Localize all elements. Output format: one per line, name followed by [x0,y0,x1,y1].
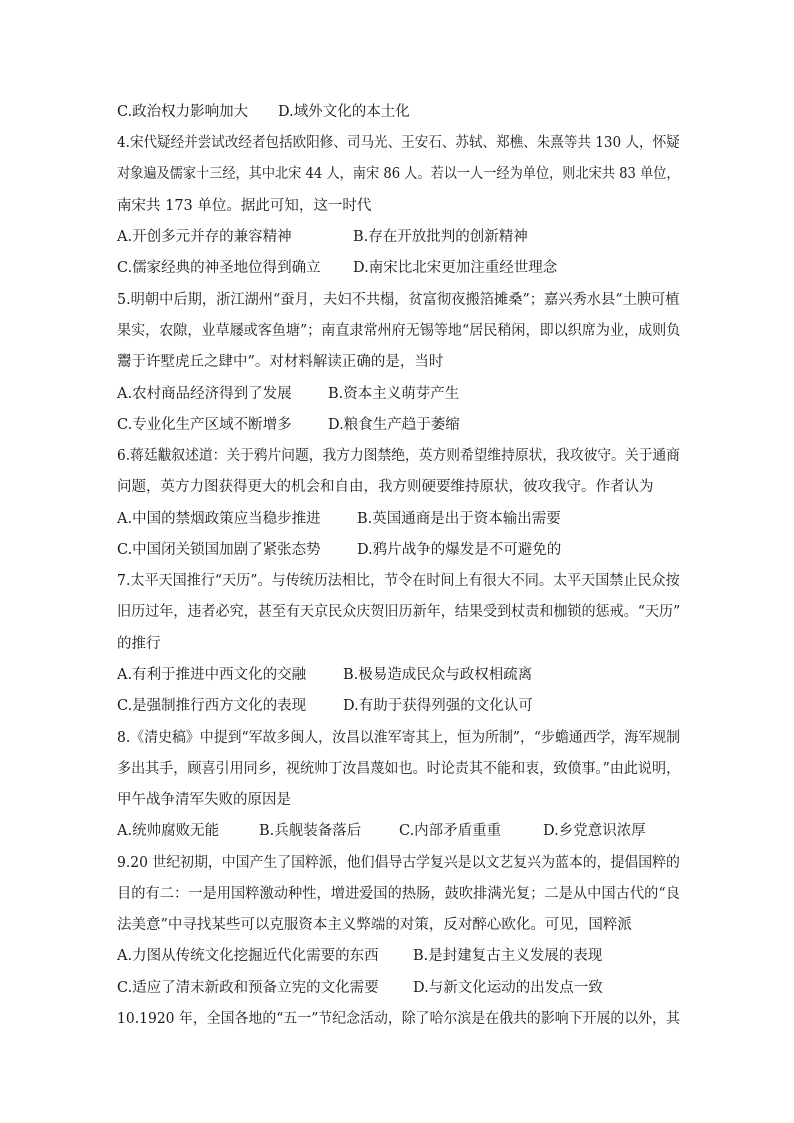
q3-option-d: D.域外文化的本土化 [278,104,410,120]
q6-option-b: B.英国通商是出于资本输出需要 [357,511,561,527]
q8-stem-line-2: 多出其手，顾喜引用同乡，视统帅丁汝昌蔑如也。时论责其不能和衷，致偾事。”由此说明， [117,761,681,777]
q6-option-c: C.中国闭关锁国加剧了紧张态势 [117,542,321,558]
q7-stem-line-1: 7.太平天国推行“天历”。与传统历法相比，节令在时间上有很大不同。太平天国禁止民众按 [117,573,680,589]
q7-stem-line-3: 的推行 [117,636,161,652]
q7-option-a: A.有利于推进中西文化的交融 [117,667,307,683]
q6-stem-line-2: 问题，英方力图获得更大的机会和自由，我方则硬要维持原状，彼攻我守。作者认为 [117,479,654,495]
q9-option-c: C.适应了清末新政和预备立宪的文化需要 [117,980,379,996]
q6-option-d: D.鸦片战争的爆发是不可避免的 [357,542,562,558]
q5-stem-line-2: 果实，农隙，业草屦或客鱼塘”；南直隶常州府无锡等地“居民稍闲，即以织席为业，成则负 [117,323,681,339]
q9-option-d: D.与新文化运动的出发点一致 [413,980,603,996]
q9-stem-line-2: 目的有二：一是用国粹激动种性，增进爱国的热肠，鼓吹排满光复；二是从中国古代的“良 [117,886,680,902]
q5-option-b: B.资本主义萌芽产生 [328,386,460,402]
q3-option-c: C.政治权力影响加大 [117,104,249,120]
q8-stem-line-1: 8.《清史稿》中提到“军故多闽人，汝昌以淮军寄其上，恒为所制”，“步蟾通西学，海军规制 [117,730,681,746]
q4-option-a: A.开创多元并存的兼容精神 [117,229,292,245]
q5-option-d: D.粮食生产趋于萎缩 [328,417,460,433]
q7-option-d: D.有助于获得列强的文化认可 [343,698,533,714]
q9-option-b: B.是封建复古主义发展的表现 [413,948,603,964]
q7-option-c: C.是强制推行西方文化的表现 [117,698,307,714]
q4-option-c: C.儒家经典的神圣地位得到确立 [117,260,321,276]
q4-stem-line-1: 4.宋代疑经并尝试改经者包括欧阳修、司马光、王安石、苏轼、郑樵、朱熹等共 130 人，怀疑 [117,135,680,151]
q5-stem-line-1: 5.明朝中后期，浙江湖州“蚕月，夫妇不共榻，贫富彻夜搬箔摊桑”；嘉兴秀水县“土腴可植 [117,292,680,308]
q4-stem-line-2: 对象遍及儒家十三经，其中北宋 44 人，南宋 86 人。若以一人一经为单位，则北宋共 83 单位， [117,166,680,182]
q8-stem-line-3: 甲午战争清军失败的原因是 [117,792,291,808]
q8-option-d: D.乡党意识浓厚 [543,823,646,839]
q8-option-c: C.内部矛盾重重 [399,823,502,839]
q9-stem-line-3: 法美意”中寻找某些可以克服资本主义弊端的对策，反对醉心欧化。可见，国粹派 [117,917,632,933]
q7-option-b: B.极易造成民众与政权相疏离 [343,667,533,683]
q5-stem-line-3: 鬻于许墅虎丘之肆中”。对材料解读正确的是，当时 [117,354,444,370]
q9-stem-line-1: 9.20 世纪初期，中国产生了国粹派，他们倡导古学复兴是以文艺复兴为蓝本的，提倡国粹的 [117,855,680,871]
q5-option-a: A.农村商品经济得到了发展 [117,386,292,402]
q4-option-d: D.南宋比北宋更加注重经世理念 [353,260,558,276]
q6-option-a: A.中国的禁烟政策应当稳步推进 [117,511,321,527]
q8-option-b: B.兵舰装备落后 [259,823,362,839]
q4-stem-line-3: 南宋共 173 单位。据此可知，这一时代 [117,198,372,214]
q5-option-c: C.专业化生产区域不断增多 [117,417,292,433]
q8-option-a: A.统帅腐败无能 [117,823,220,839]
q9-option-a: A.力图从传统文化挖掘近代化需要的东西 [117,948,379,964]
q4-option-b: B.存在开放批判的创新精神 [353,229,528,245]
q6-stem-line-1: 6.蒋廷黻叙述道：关于鸦片问题，我方力图禁绝，英方则希望维持原状，我攻彼守。关于通商 [117,448,680,464]
q10-stem-line-1: 10.1920 年，全国各地的“五一”节纪念活动，除了哈尔滨是在俄共的影响下开展的以外，其 [117,1011,680,1027]
q7-stem-line-2: 旧历过年，违者必究，甚至有天京民众庆贺旧历新年，结果受到杖责和枷锁的惩戒。“天历” [117,604,681,620]
